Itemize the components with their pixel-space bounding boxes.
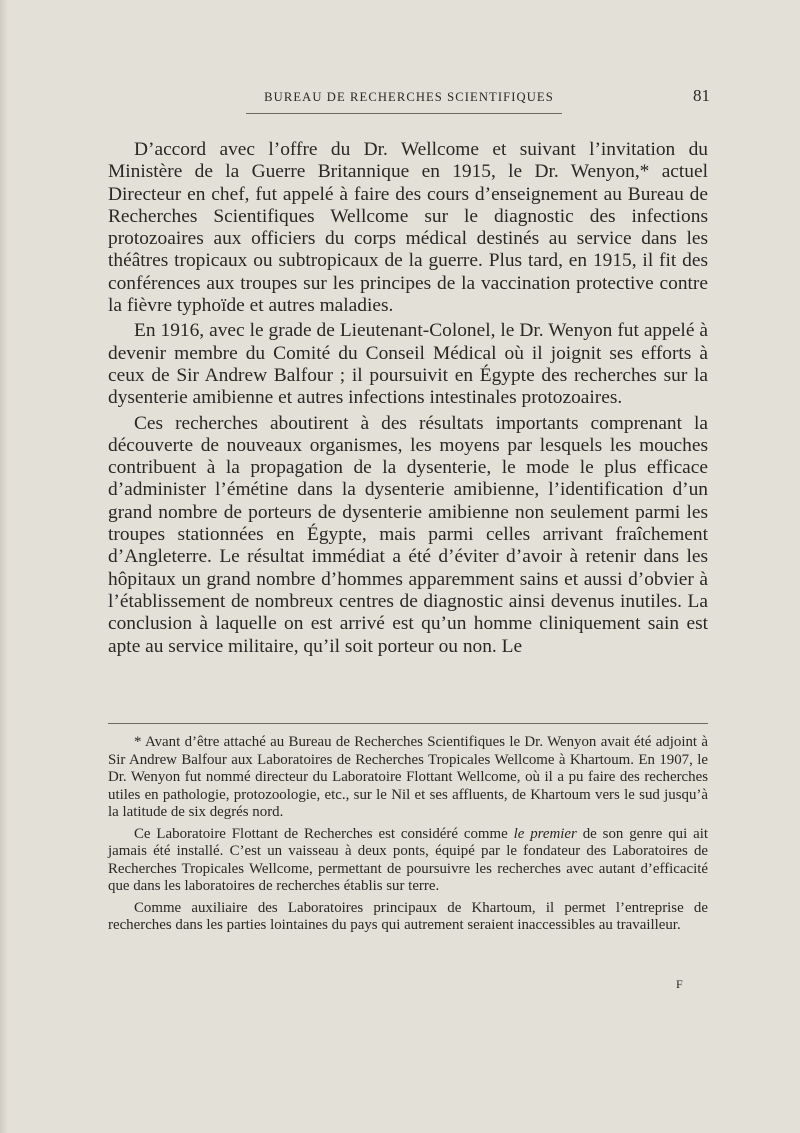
page-number: 81: [693, 86, 710, 105]
footnote-rule: [108, 723, 708, 724]
body-text: [108, 139, 708, 661]
footnote: [108, 826, 708, 896]
footnote-text: Ce Laboratoire Flottant de Recherches est considéré comme: [134, 825, 514, 842]
paragraph: Ces recherches aboutirent à des résultats importants comprenant la découverte de nouveaux organismes, les moyens par lesquels les mouches contribuent à la propagation de la dysenterie, le mode le plus efficace d’administer l’émétine dans la dysenterie amibienne, l’identification d’un grand nombre de porteurs de dysenterie amibienne non seulement parmi les troupes stationnées en Égypte, mais parmi celles arrivant fraîchement d’Angleterre. Le résultat immédiat a été d’éviter d’avoir à retenir dans les hôpitaux un grand nombre d’hommes apparemment sains et aussi d’obvier à l’établissement de nombreux centres de diagnostic ainsi devenus inutiles. La conclusion à laquelle on est arrivé est qu’un homme cliniquement sain est apte au service militaire, qu’il soit porteur ou non. Le: [108, 412, 708, 657]
running-head: BUREAU DE RECHERCHES SCIENTIFIQUES: [264, 90, 554, 104]
signature-mark: F: [676, 977, 683, 991]
footnote-text: * Avant d’être attaché au Bureau de Recherches Scientifiques le Dr. Wenyon avait été adjoint à Sir Andrew Balfour aux Laboratoires de Recherches Tropicales Wellcome à Khartoum. En 1907, le Dr. Wenyon fut nommé directeur du Laboratoire Flottant Wellcome, où il a pu faire des recherches utiles en pathologie, protozoologie, etc., sur le Nil et ses affluents, de Khartoum vers le sud jusqu’à la latitude de six degrés nord.: [108, 734, 708, 820]
header-rule: [246, 113, 562, 114]
footnote: [108, 734, 708, 822]
paragraph: D’accord avec l’offre du Dr. Wellcome et suivant l’invitation du Ministère de la Guerre Britannique en 1915, le Dr. Wenyon,* actuel Directeur en chef, fut appelé à faire des cours d’enseignement au Bureau de Recherches Scientifiques Wellcome sur le diagnostic des infections protozoaires aux officiers du corps médical destinés au service dans les théâtres tropicaux ou subtropicaux de la guerre. Plus tard, en 1915, il fit des conférences aux troupes sur les principes de la vaccination protective contre la fièvre typhoïde et autres maladies.: [108, 139, 708, 317]
page-header: [108, 86, 710, 110]
footnotes: [108, 734, 708, 939]
footnote-text: de son genre qui ait jamais été installé. C’est un vaisseau à deux ponts, équipé par le fondateur des Laboratoires de Recherches Tropicales Wellcome, permettant de poursuivre les recherches avec autant d’efficacité que dans les laboratoires de recherches établis sur terre.: [108, 825, 708, 894]
page-edge: [0, 0, 8, 1133]
footnote-text: Comme auxiliaire des Laboratoires principaux de Khartoum, il permet l’entreprise de recherches dans les parties lointaines du pays qui autrement seraient inaccessibles au travailleur.: [108, 899, 708, 933]
paragraph: En 1916, avec le grade de Lieutenant-Colonel, le Dr. Wenyon fut appelé à devenir membre du Comité du Conseil Médical où il joignit ses efforts à ceux de Sir Andrew Balfour ; il poursuivit en Égypte des recherches sur la dysenterie amibienne et autres infections intestinales protozoaires.: [108, 320, 708, 409]
footnote: [108, 900, 708, 935]
footnote-emphasis: le premier: [513, 825, 577, 842]
